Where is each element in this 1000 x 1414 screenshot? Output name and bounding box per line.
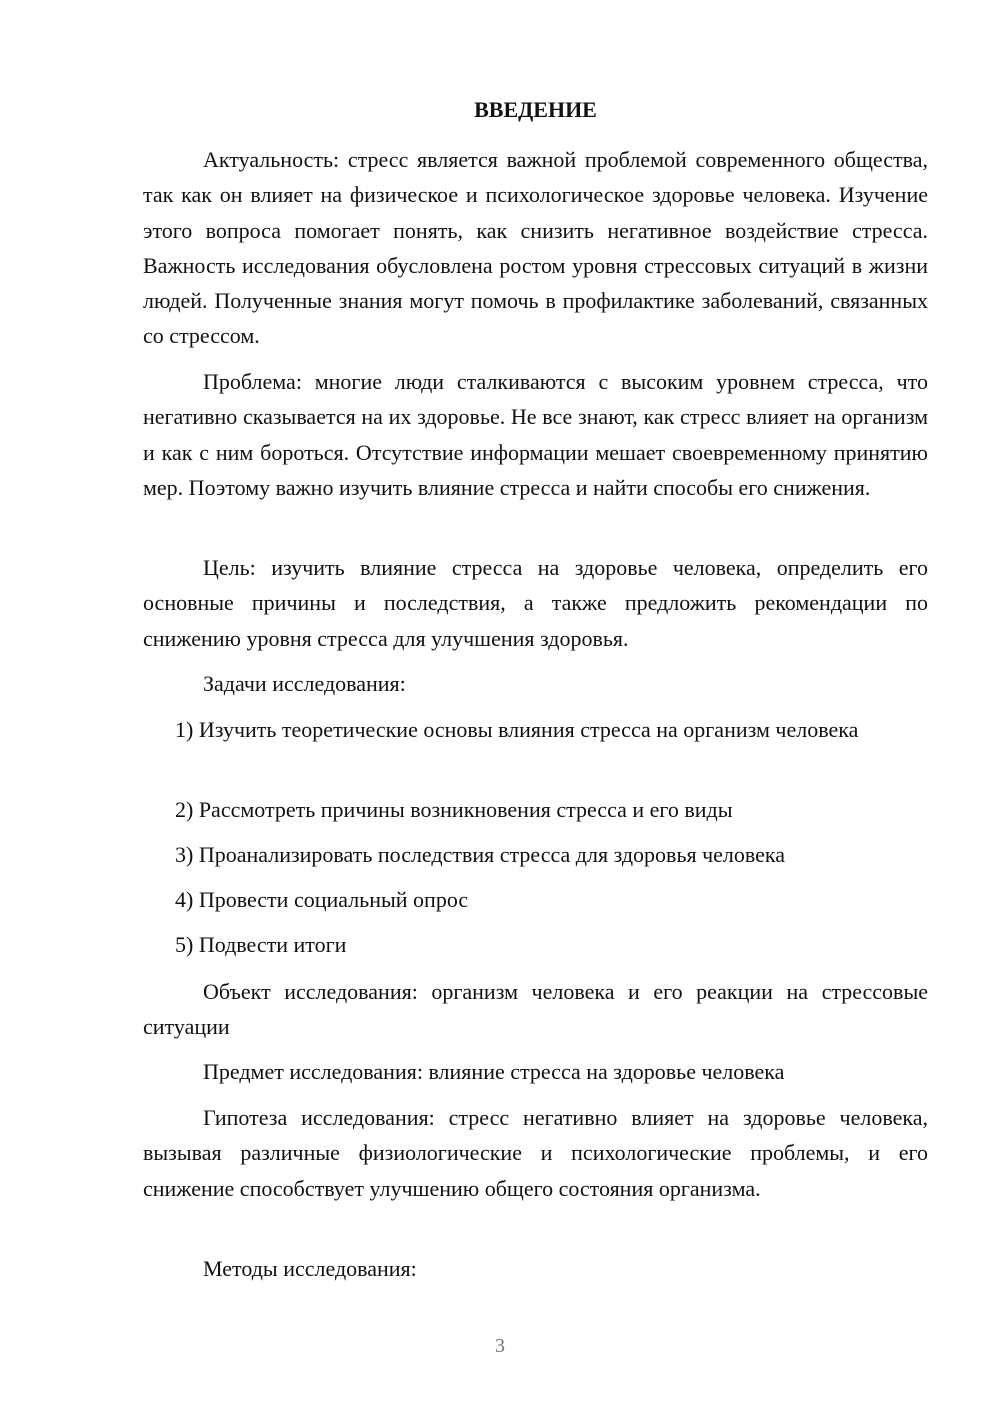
paragraph-relevance: Актуальность: стресс является важной проблемой современного общества, так как он влияет на физическое и психологическое здоровье человека. Изучение этого вопроса помогает понять, как снизить негативное воздействие стресса. Важность исследования обусловлена ростом уровня стрессовых ситуаций в жизни людей. Полученные знания могут помочь в профилактике заболеваний, связанных со стрессом.	[143, 147, 928, 349]
paragraph-problem: Проблема: многие люди сталкиваются с высоким уровнем стресса, что негативно сказывается на их здоровье. Не все знают, как стресс влияет на организм и как с ним бороться. Отсутствие информации мешает своевременному принятию мер. Поэтому важно изучить влияние стресса и найти способы его снижения.	[143, 369, 928, 500]
task-item-3: 3) Проанализировать последствия стресса для здоровья человека	[175, 842, 786, 867]
tasks-heading: Задачи исследования:	[203, 671, 406, 696]
methods-heading: Методы исследования:	[203, 1256, 417, 1281]
paragraph-subject: Предмет исследования: влияние стресса на здоровье человека	[203, 1059, 785, 1084]
task-item-2: 2) Рассмотреть причины возникновения стресса и его виды	[175, 797, 733, 822]
task-item-4: 4) Провести социальный опрос	[175, 887, 469, 912]
page-number: 3	[495, 1335, 505, 1357]
task-item-1: 1) Изучить теоретические основы влияния стресса на организм человека	[175, 717, 859, 742]
paragraph-goal: Цель: изучить влияние стресса на здоровье человека, определить его основные причины и последствия, а также предложить рекомендации по снижению уровня стресса для улучшения здоровья.	[143, 555, 928, 651]
paragraph-hypothesis: Гипотеза исследования: стресс негативно влияет на здоровье человека, вызывая различные физиологические и психологические проблемы, и его снижение способствует улучшению общего состояния организма.	[143, 1105, 928, 1201]
paragraph-object: Объект исследования: организм человека и его реакции на стрессовые ситуации	[143, 979, 928, 1040]
task-item-5: 5) Подвести итоги	[175, 932, 347, 957]
page-title: ВВЕДЕНИЕ	[474, 97, 597, 122]
